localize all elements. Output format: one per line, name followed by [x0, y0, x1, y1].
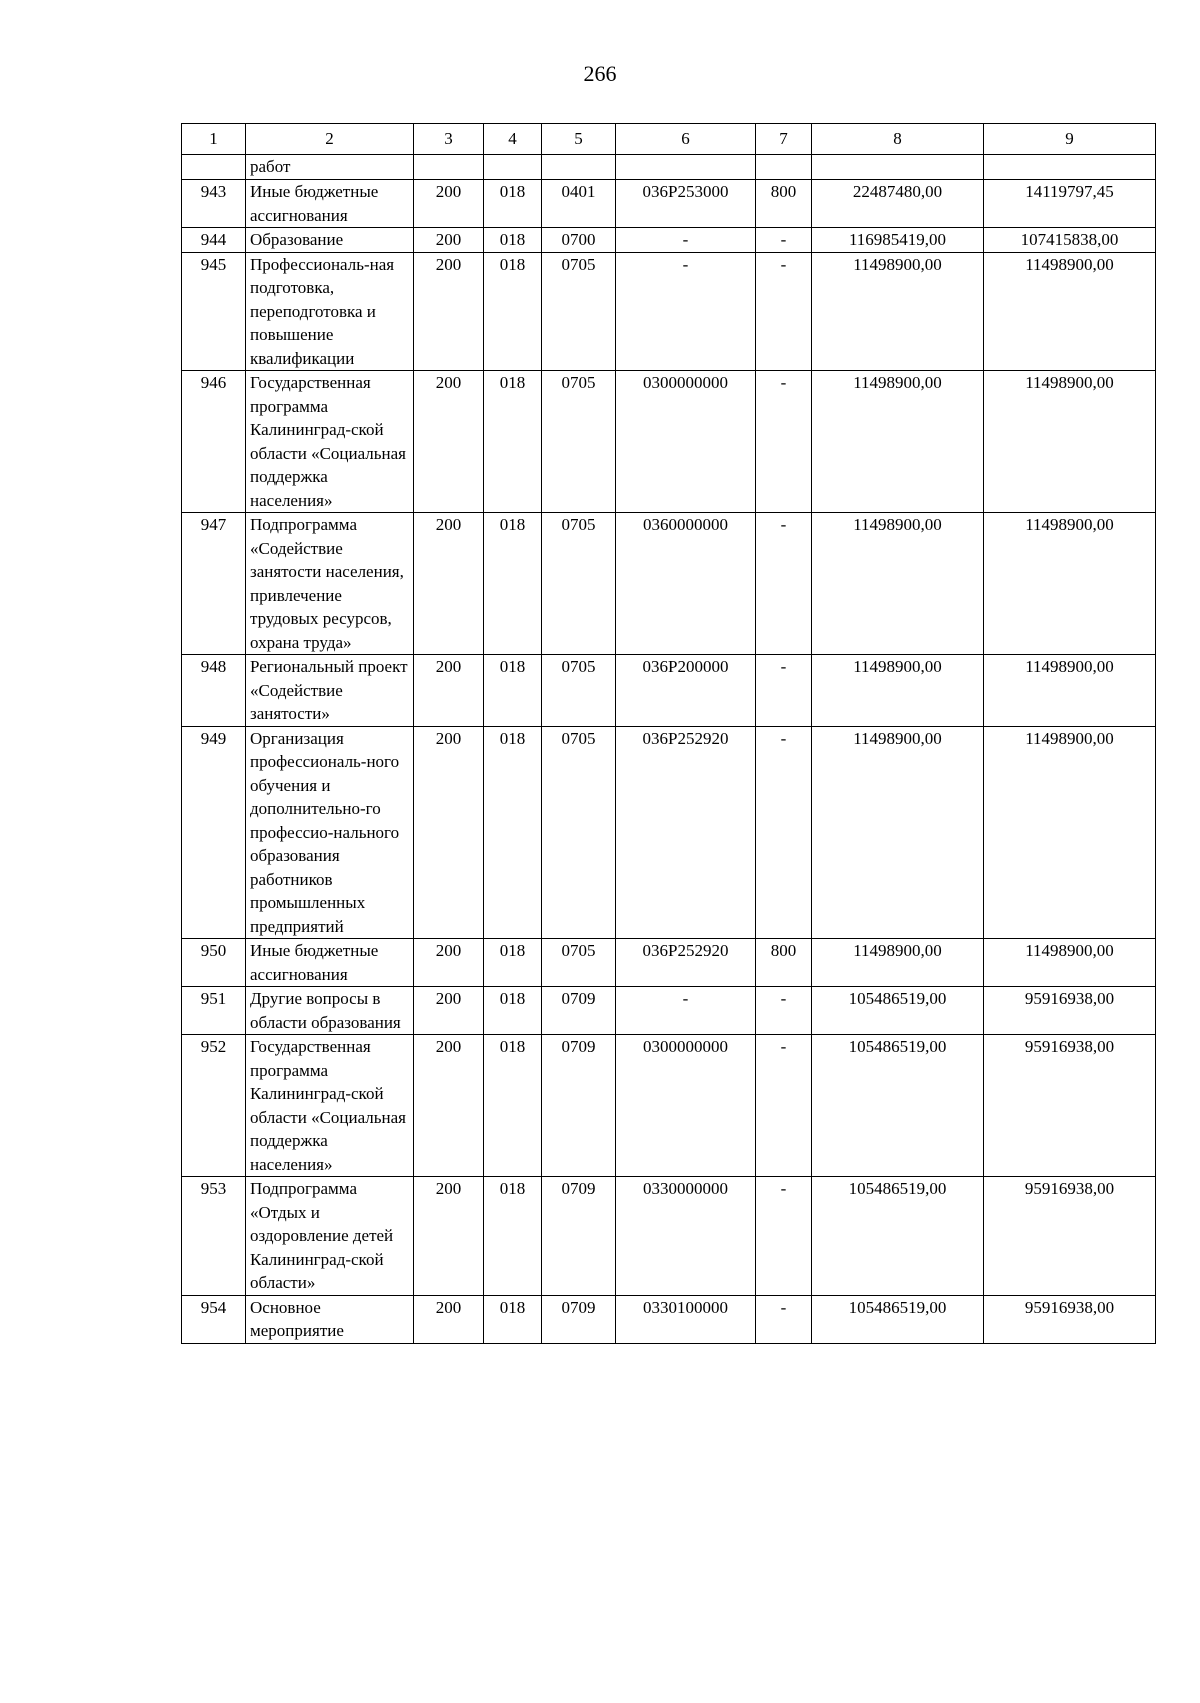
row-number: 950 [182, 939, 246, 987]
row-col4: 018 [484, 987, 542, 1035]
row-col7: - [756, 1035, 812, 1177]
table-row [182, 180, 1156, 228]
row-number: 948 [182, 655, 246, 727]
row-col7: - [756, 252, 812, 371]
row-col9: 11498900,00 [984, 371, 1156, 513]
row-col4 [484, 155, 542, 180]
row-col7: 800 [756, 180, 812, 228]
row-col8: 105486519,00 [812, 1295, 984, 1343]
row-col5: 0705 [542, 655, 616, 727]
table-row [182, 1177, 1156, 1296]
row-col5: 0401 [542, 180, 616, 228]
row-col5: 0705 [542, 252, 616, 371]
row-col6: 0330000000 [616, 1177, 756, 1296]
row-col5: 0705 [542, 939, 616, 987]
row-col7: - [756, 987, 812, 1035]
row-col4: 018 [484, 371, 542, 513]
table-row [182, 252, 1156, 371]
row-name: Государственная программа Калининград-ской области «Социальная поддержка населения» [246, 371, 414, 513]
budget-table [181, 123, 1156, 1344]
row-name: Основное мероприятие [246, 1295, 414, 1343]
row-col7: - [756, 726, 812, 939]
row-name: Организация профессиональ-ного обучения и дополнительно-го профессио-нального образования работников промышленных предприятий [246, 726, 414, 939]
row-col9 [984, 155, 1156, 180]
row-col9: 11498900,00 [984, 252, 1156, 371]
row-col8: 116985419,00 [812, 228, 984, 253]
row-col4: 018 [484, 180, 542, 228]
row-col3: 200 [414, 513, 484, 655]
table-row [182, 987, 1156, 1035]
row-col3: 200 [414, 371, 484, 513]
row-col8: 105486519,00 [812, 1035, 984, 1177]
row-col6: 0300000000 [616, 371, 756, 513]
row-col8: 11498900,00 [812, 655, 984, 727]
row-col5: 0705 [542, 371, 616, 513]
row-col6 [616, 155, 756, 180]
row-col6: 036P200000 [616, 655, 756, 727]
row-col5: 0709 [542, 1177, 616, 1296]
row-number: 952 [182, 1035, 246, 1177]
row-col9: 11498900,00 [984, 513, 1156, 655]
row-number: 943 [182, 180, 246, 228]
row-col8: 22487480,00 [812, 180, 984, 228]
row-col9: 95916938,00 [984, 1295, 1156, 1343]
row-col4: 018 [484, 513, 542, 655]
row-col6: 0300000000 [616, 1035, 756, 1177]
row-col5: 0705 [542, 513, 616, 655]
row-col3: 200 [414, 939, 484, 987]
row-col3: 200 [414, 987, 484, 1035]
row-number: 946 [182, 371, 246, 513]
row-col4: 018 [484, 252, 542, 371]
row-col5 [542, 155, 616, 180]
row-name: Подпрограмма «Содействие занятости населения, привлечение трудовых ресурсов, охрана труда» [246, 513, 414, 655]
row-col4: 018 [484, 655, 542, 727]
table-row [182, 939, 1156, 987]
row-col8 [812, 155, 984, 180]
row-col8: 11498900,00 [812, 371, 984, 513]
row-col4: 018 [484, 726, 542, 939]
row-number: 953 [182, 1177, 246, 1296]
row-col9: 11498900,00 [984, 655, 1156, 727]
row-col6: - [616, 228, 756, 253]
row-col3: 200 [414, 180, 484, 228]
row-name: Другие вопросы в области образования [246, 987, 414, 1035]
row-name: Иные бюджетные ассигнования [246, 939, 414, 987]
row-col7: - [756, 655, 812, 727]
row-col9: 11498900,00 [984, 726, 1156, 939]
column-header: 2 [246, 124, 414, 155]
row-col6: 036P252920 [616, 939, 756, 987]
column-header: 4 [484, 124, 542, 155]
row-col4: 018 [484, 939, 542, 987]
row-number: 949 [182, 726, 246, 939]
table-row [182, 1295, 1156, 1343]
row-col5: 0709 [542, 1035, 616, 1177]
table-row [182, 513, 1156, 655]
row-col6: - [616, 987, 756, 1035]
row-name: Подпрограмма «Отдых и оздоровление детей Калининград-ской области» [246, 1177, 414, 1296]
row-col4: 018 [484, 1177, 542, 1296]
row-col3: 200 [414, 1177, 484, 1296]
row-col7: - [756, 1295, 812, 1343]
row-col9: 14119797,45 [984, 180, 1156, 228]
row-col3: 200 [414, 726, 484, 939]
row-col3: 200 [414, 252, 484, 371]
row-col3: 200 [414, 228, 484, 253]
column-header: 8 [812, 124, 984, 155]
row-name: Государственная программа Калининград-ской области «Социальная поддержка населения» [246, 1035, 414, 1177]
row-col7 [756, 155, 812, 180]
row-col3: 200 [414, 1035, 484, 1177]
row-number: 951 [182, 987, 246, 1035]
row-col7: - [756, 513, 812, 655]
row-col5: 0709 [542, 1295, 616, 1343]
row-col6: 036P253000 [616, 180, 756, 228]
row-name: Региональный проект «Содействие занятости» [246, 655, 414, 727]
row-col7: - [756, 1177, 812, 1296]
row-col9: 107415838,00 [984, 228, 1156, 253]
row-col8: 105486519,00 [812, 987, 984, 1035]
row-col3: 200 [414, 655, 484, 727]
column-header: 6 [616, 124, 756, 155]
table-row-continued [182, 155, 1156, 180]
table-row [182, 228, 1156, 253]
row-col6: - [616, 252, 756, 371]
row-col6: 036P252920 [616, 726, 756, 939]
page-number: 266 [583, 61, 617, 86]
table-row [182, 371, 1156, 513]
table-row [182, 726, 1156, 939]
row-col7: 800 [756, 939, 812, 987]
row-col6: 0330100000 [616, 1295, 756, 1343]
row-col9: 95916938,00 [984, 1035, 1156, 1177]
row-col9: 95916938,00 [984, 1177, 1156, 1296]
row-col5: 0709 [542, 987, 616, 1035]
row-name: работ [246, 155, 414, 180]
row-col3 [414, 155, 484, 180]
row-col9: 11498900,00 [984, 939, 1156, 987]
column-header: 1 [182, 124, 246, 155]
row-number: 945 [182, 252, 246, 371]
row-col8: 11498900,00 [812, 726, 984, 939]
row-col7: - [756, 371, 812, 513]
row-col8: 11498900,00 [812, 252, 984, 371]
header-row [182, 124, 1156, 155]
row-name: Иные бюджетные ассигнования [246, 180, 414, 228]
row-name: Образование [246, 228, 414, 253]
row-col4: 018 [484, 1035, 542, 1177]
row-col6: 0360000000 [616, 513, 756, 655]
column-header: 9 [984, 124, 1156, 155]
row-col9: 95916938,00 [984, 987, 1156, 1035]
row-name: Профессиональ-ная подготовка, переподготовка и повышение квалификации [246, 252, 414, 371]
row-col8: 11498900,00 [812, 939, 984, 987]
row-number: 947 [182, 513, 246, 655]
table-row [182, 655, 1156, 727]
column-header: 3 [414, 124, 484, 155]
column-header: 7 [756, 124, 812, 155]
row-col3: 200 [414, 1295, 484, 1343]
row-col8: 105486519,00 [812, 1177, 984, 1296]
row-col8: 11498900,00 [812, 513, 984, 655]
row-number: 944 [182, 228, 246, 253]
row-col4: 018 [484, 228, 542, 253]
table-row [182, 1035, 1156, 1177]
row-col5: 0705 [542, 726, 616, 939]
row-number [182, 155, 246, 180]
column-header: 5 [542, 124, 616, 155]
row-col5: 0700 [542, 228, 616, 253]
row-number: 954 [182, 1295, 246, 1343]
row-col4: 018 [484, 1295, 542, 1343]
row-col7: - [756, 228, 812, 253]
